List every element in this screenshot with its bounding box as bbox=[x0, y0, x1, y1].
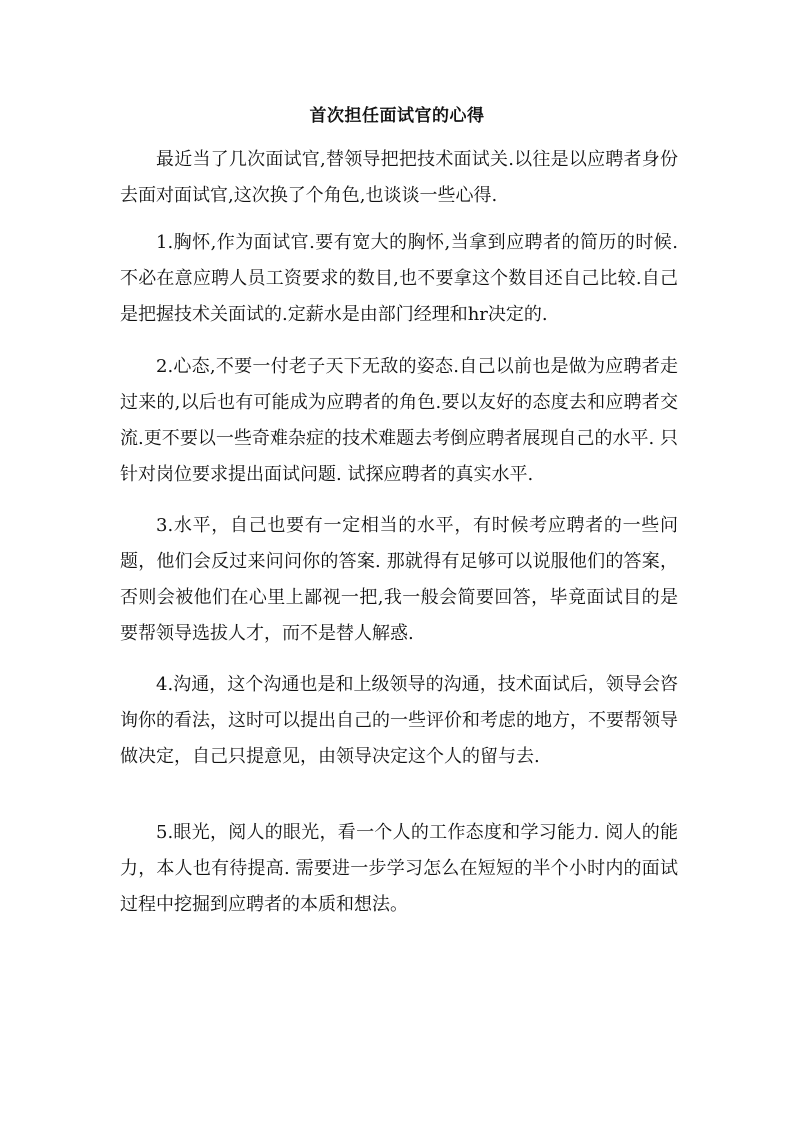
paragraph-point-5: 5.眼光，阅人的眼光，看一个人的工作态度和学习能力. 阅人的能力，本人也有待提高. 需要进一步学习怎么在短短的半个小时内的面试过程中挖掘到应聘者的本质和想法。 bbox=[120, 822, 678, 915]
paragraph-point-2: 2.心态,不要一付老子天下无敌的姿态.自己以前也是做为应聘者走过来的,以后也有可能成为应聘者的角色.要以友好的态度去和应聘者交流.更不要以一些奇难杂症的技术难题去考倒应聘者展现自己的水平. 只针对岗位要求提出面试问题. 试探应聘者的真实水平. bbox=[120, 356, 678, 485]
paragraph-point-4: 4.沟通，这个沟通也是和上级领导的沟通，技术面试后，领导会咨询你的看法，这时可以提出自己的一些评价和考虑的地方，不要帮领导做决定，自己只提意见，由领导决定这个人的留与去. bbox=[120, 674, 678, 767]
paragraph-point-1: 1.胸怀,作为面试官.要有宽大的胸怀,当拿到应聘者的简历的时候.不必在意应聘人员工资要求的数目,也不要拿这个数目还自己比较.自己是把握技术关面试的.定薪水是由部门经理和hr决定的. bbox=[120, 232, 678, 325]
paragraph-intro: 最近当了几次面试官,替领导把把技术面试关.以往是以应聘者身份去面对面试官,这次换了个角色,也谈谈一些心得. bbox=[120, 149, 678, 206]
paragraph-point-3: 3.水平，自己也要有一定相当的水平，有时候考应聘者的一些问题，他们会反过来问问你的答案. 那就得有足够可以说服他们的答案，否则会被他们在心里上鄙视一把,我一般会简要回答，毕竟面试目的是要帮领导选拔人才，而不是替人解惑. bbox=[120, 515, 678, 644]
document-title: 首次担任面试官的心得 bbox=[309, 106, 485, 126]
